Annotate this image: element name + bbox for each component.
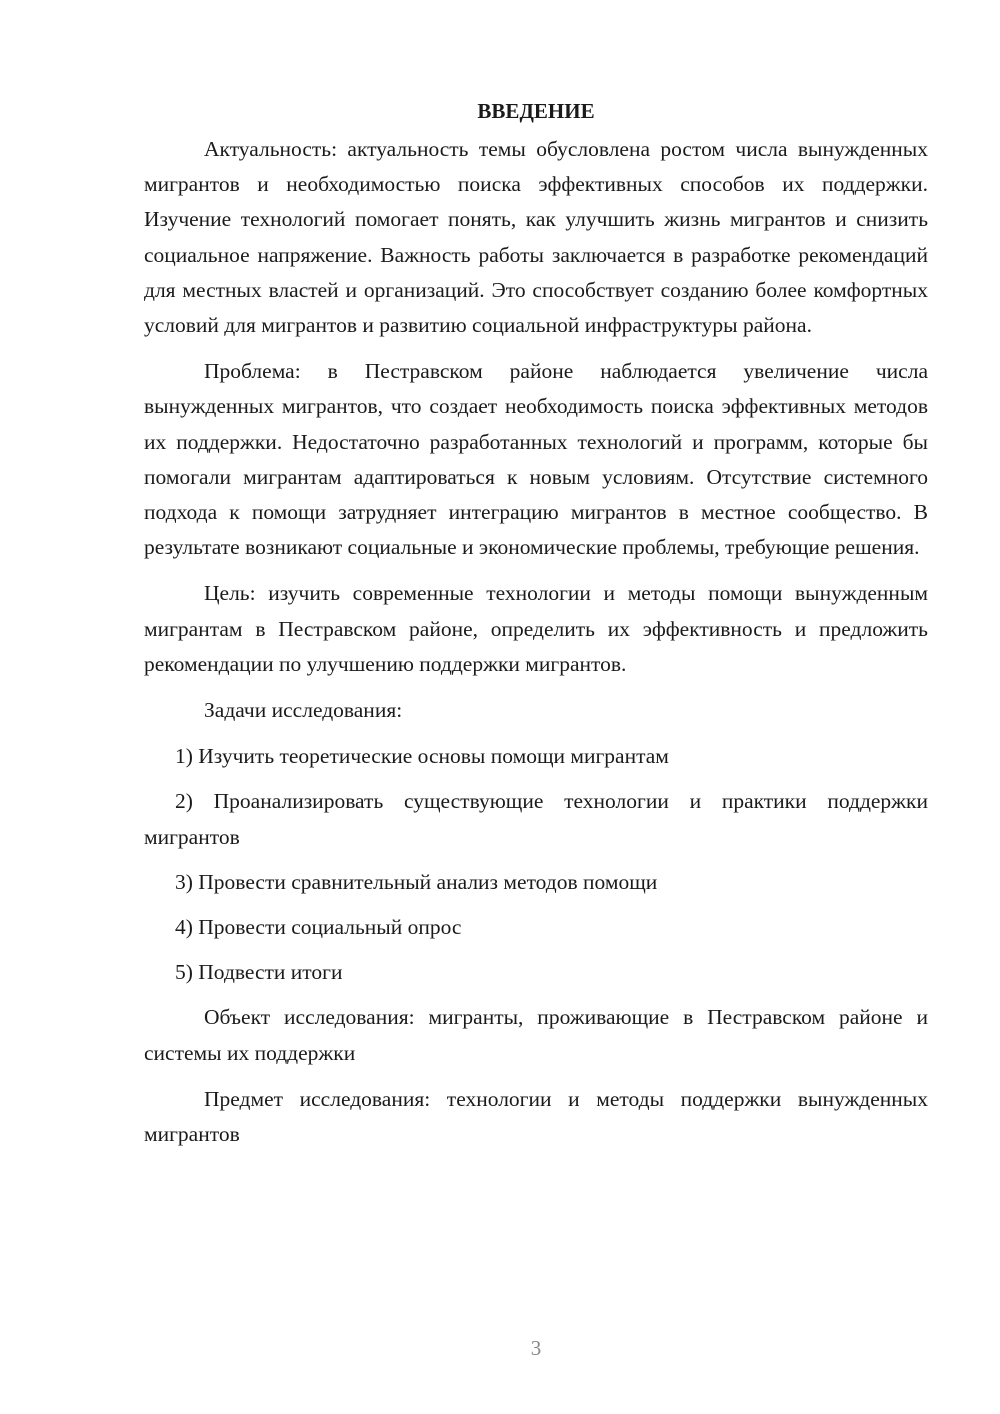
list-item: 5) Подвести итоги xyxy=(175,960,343,985)
paragraph-subject: Предмет исследования: технологии и методы поддержки вынужденных мигрантов xyxy=(144,1086,928,1147)
page-content xyxy=(144,96,928,1163)
list-item: 3) Провести сравнительный анализ методов помощи xyxy=(175,869,658,894)
paragraph-object: Объект исследования: мигранты, проживающие в Пестравском районе и системы их поддержки xyxy=(144,1005,928,1065)
page-title: ВВЕДЕНИЕ xyxy=(477,99,595,123)
list-item: 4) Провести социальный опрос xyxy=(175,915,462,940)
paragraph-problem: Проблема: в Пестравском районе наблюдается увеличение числа вынужденных мигрантов, что создает необходимость поиска эффективных методов их поддержки. Недостаточно разработанных технологий и программ, которые бы помогали мигрантам адаптироваться к новым условиям. Отсутствие системного подхода к помощи затрудняет интеграцию мигрантов в местное сообщество. В результате возникают социальные и экономические проблемы, требующие решения. xyxy=(144,359,928,560)
paragraph-tasks-heading: Задачи исследования: xyxy=(204,698,403,723)
list-item: 2) Проанализировать существующие технологии и практики поддержки мигрантов xyxy=(144,789,928,849)
list-item: 1) Изучить теоретические основы помощи мигрантам xyxy=(175,744,669,769)
paragraph-relevance: Актуальность: актуальность темы обусловлена ростом числа вынужденных мигрантов и необходимостью поиска эффективных способов их поддержки. Изучение технологий помогает понять, как улучшить жизнь мигрантов и снизить социальное напряжение. Важность работы заключается в разработке рекомендаций для местных властей и организаций. Это способствует созданию более комфортных условий для мигрантов и развитию социальной инфраструктуры района. xyxy=(144,137,928,338)
page-number: 3 xyxy=(530,1336,542,1360)
paragraph-goal: Цель: изучить современные технологии и методы помощи вынужденным мигрантам в Пестравском районе, определить их эффективность и предложить рекомендации по улучшению поддержки мигрантов. xyxy=(144,581,928,676)
